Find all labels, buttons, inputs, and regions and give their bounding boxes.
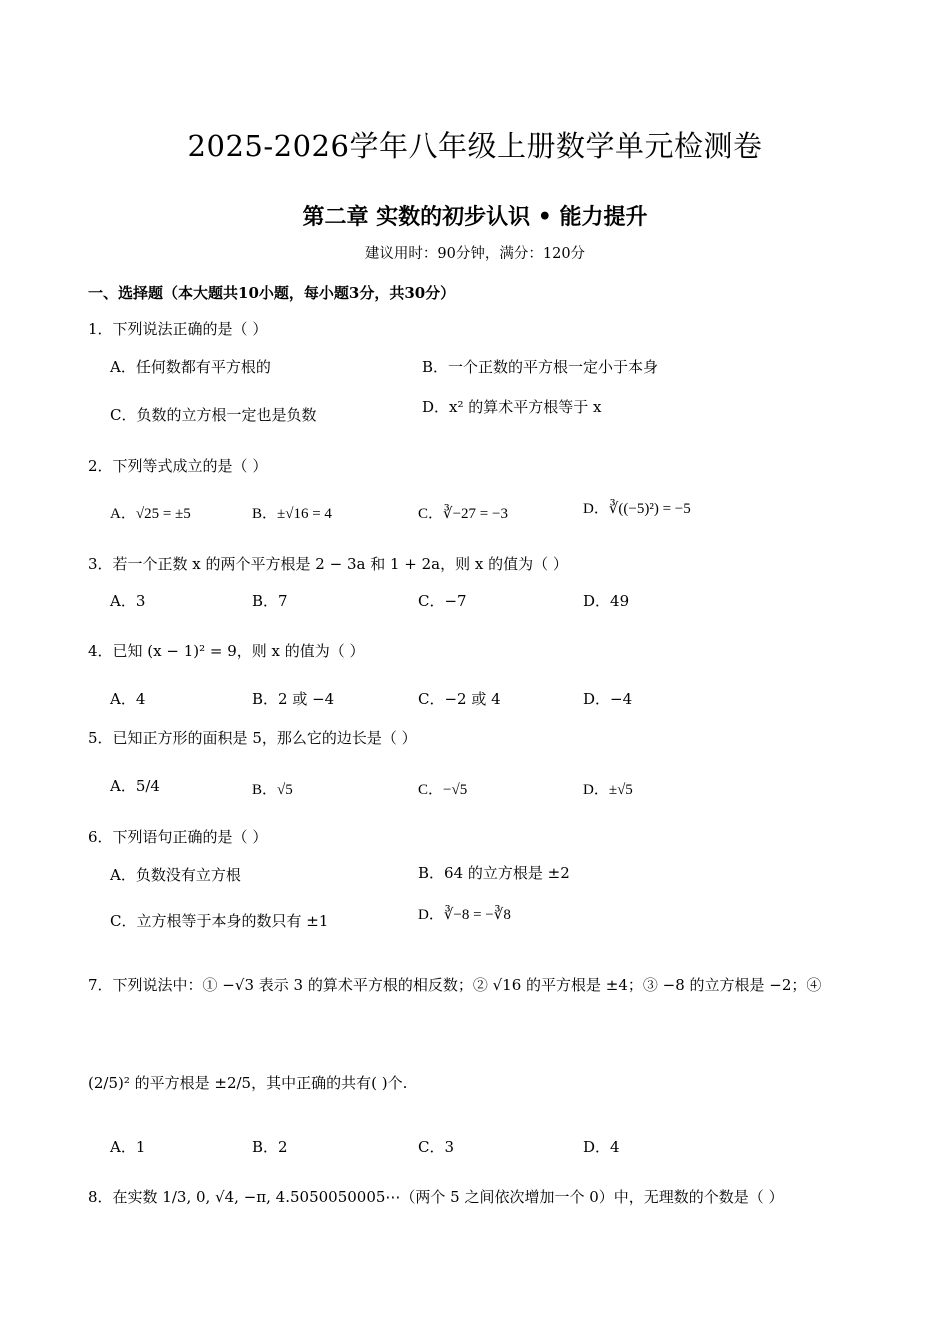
- question-3-option-a: A．3: [110, 592, 146, 610]
- time-and-score: 建议用时：90分钟，满分：120分: [364, 246, 586, 262]
- question-6-option-d: D．∛−8 = −∛8: [418, 907, 511, 923]
- question-2-option-b: B．±√16 = 4: [252, 506, 332, 522]
- question-7-stem-line-1: 7．下列说法中：① −√3 表示 3 的算术平方根的相反数；② √16 的平方根是 ±4；③ −8 的立方根是 −2；④: [88, 976, 822, 994]
- question-1-option-c: C．负数的立方根一定也是负数: [110, 406, 317, 424]
- question-1-option-a: A．任何数都有平方根的: [110, 358, 271, 376]
- question-5-option-d: D．±√5: [583, 782, 633, 798]
- question-1-option-b: B．一个正数的平方根一定小于本身: [422, 358, 659, 376]
- question-5-stem: 5．已知正方形的面积是 5，那么它的边长是（ ）: [88, 729, 417, 747]
- question-2-stem: 2．下列等式成立的是（ ）: [88, 457, 268, 475]
- question-3-option-d: D．49: [583, 592, 630, 610]
- question-6-option-a: A．负数没有立方根: [110, 866, 241, 884]
- exam-title: 2025-2026学年八年级上册数学单元检测卷: [187, 129, 763, 163]
- question-5-option-a: A．5/4: [110, 777, 160, 795]
- question-4-option-d: D．−4: [583, 690, 633, 708]
- question-2-option-d: D．∛((−5)²) = −5: [583, 501, 691, 517]
- question-2-option-a: A．√25 = ±5: [110, 506, 191, 522]
- question-1-stem: 1．下列说法正确的是（ ）: [88, 320, 268, 338]
- question-6-stem: 6．下列语句正确的是（ ）: [88, 828, 268, 846]
- question-5-option-b: B．√5: [252, 782, 293, 798]
- question-6-option-c: C．立方根等于本身的数只有 ±1: [110, 912, 329, 930]
- question-6-option-b: B．64 的立方根是 ±2: [418, 864, 570, 882]
- question-3-option-b: B．7: [252, 592, 288, 610]
- section-heading: 一、选择题（本大题共10小题，每小题3分，共30分）: [88, 284, 456, 302]
- question-8-stem: 8．在实数 1/3, 0, √4, −π, 4.5050050005⋯（两个 5 之间依次增加一个 0）中，无理数的个数是（ ）: [88, 1188, 784, 1206]
- question-5-option-c: C．−√5: [418, 782, 468, 798]
- question-7-option-a: A．1: [110, 1138, 146, 1156]
- question-2-option-c: C．∛−27 = −3: [418, 506, 508, 522]
- question-4-option-a: A．4: [110, 690, 146, 708]
- question-3-option-c: C．−7: [418, 592, 467, 610]
- question-7-option-d: D．4: [583, 1138, 620, 1156]
- question-7-option-c: C．3: [418, 1138, 455, 1156]
- question-4-stem: 4．已知 (x − 1)² = 9，则 x 的值为（ ）: [88, 642, 365, 660]
- question-4-option-c: C．−2 或 4: [418, 690, 501, 708]
- question-4-option-b: B．2 或 −4: [252, 690, 335, 708]
- chapter-subtitle: 第二章 实数的初步认识 • 能力提升: [302, 204, 648, 230]
- question-7-stem-line-2: (2/5)² 的平方根是 ±2/5，其中正确的共有( )个.: [88, 1074, 408, 1092]
- question-7-option-b: B．2: [252, 1138, 288, 1156]
- question-3-stem: 3．若一个正数 x 的两个平方根是 2 − 3a 和 1 + 2a，则 x 的值为（ ）: [88, 555, 568, 573]
- question-1-option-d: D．x² 的算术平方根等于 x: [422, 398, 602, 416]
